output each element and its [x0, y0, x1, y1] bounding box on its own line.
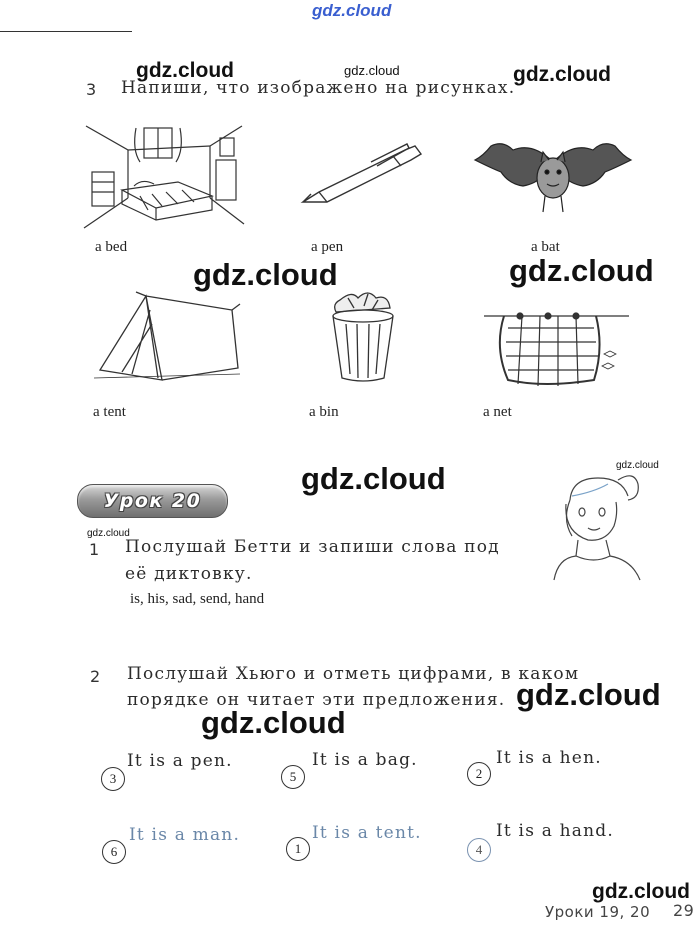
picture-caption: a pen	[311, 239, 344, 255]
order-circle[interactable]: 2	[467, 762, 491, 786]
tent-icon	[92, 290, 242, 385]
watermark: gdz.cloud	[516, 677, 661, 712]
exercise-instruction: порядке он читает эти предложения.	[127, 690, 506, 710]
exercise-number: 3	[86, 80, 97, 99]
sentence: It is a tent.	[312, 823, 422, 843]
watermark: gdz.cloud	[136, 59, 234, 82]
watermark: gdz.cloud	[513, 63, 611, 86]
watermark: gdz.cloud	[344, 63, 400, 78]
lesson-title: Урок 20	[103, 490, 202, 512]
handwritten-answer: is, his, sad, send, hand	[130, 591, 265, 607]
watermark: gdz.cloud	[616, 460, 659, 471]
net-icon	[484, 308, 629, 388]
bat-icon	[473, 132, 633, 222]
watermark: gdz.cloud	[301, 461, 446, 496]
picture-caption: a net	[483, 404, 512, 420]
order-circle[interactable]: 1	[286, 837, 310, 861]
picture-caption: a bat	[531, 239, 560, 255]
page-section-label: Уроки 19, 20	[545, 903, 651, 921]
sentence: It is a pen.	[127, 751, 233, 771]
sentence: It is a hand.	[496, 821, 614, 841]
page-number: 29	[673, 901, 695, 920]
exercise-number: 1	[89, 540, 100, 559]
watermark: gdz.cloud	[592, 880, 690, 903]
watermark: gdz.cloud	[312, 1, 392, 20]
bin-icon	[328, 290, 398, 385]
exercise-instruction: её диктовку.	[125, 564, 253, 584]
sentence: It is a hen.	[496, 748, 602, 768]
sentence: It is a bag.	[312, 750, 418, 770]
order-circle[interactable]: 6	[102, 840, 126, 864]
watermark: gdz.cloud	[193, 257, 338, 292]
order-circle[interactable]: 3	[101, 767, 125, 791]
watermark: gdz.cloud	[509, 253, 654, 288]
watermark: gdz.cloud	[87, 528, 130, 539]
pen-icon	[297, 140, 427, 210]
order-circle[interactable]: 4	[467, 838, 491, 862]
top-rule	[0, 31, 132, 32]
exercise-instruction: Послушай Бетти и запиши слова под	[125, 537, 500, 557]
lesson-badge	[77, 484, 228, 518]
sentence: It is a man.	[129, 825, 241, 845]
exercise-number: 2	[90, 667, 101, 686]
bedroom-icon	[82, 120, 246, 232]
exercise-instruction: Послушай Хьюго и отметь цифрами, в каком	[127, 664, 580, 684]
order-circle[interactable]: 5	[281, 765, 305, 789]
betty-illustration	[548, 470, 648, 582]
exercise-instruction: Напиши, что изображено на рисунках.	[121, 78, 516, 98]
picture-caption: a bin	[309, 404, 339, 420]
picture-caption: a tent	[93, 404, 126, 420]
watermark: gdz.cloud	[201, 705, 346, 740]
picture-caption: a bed	[95, 239, 128, 255]
